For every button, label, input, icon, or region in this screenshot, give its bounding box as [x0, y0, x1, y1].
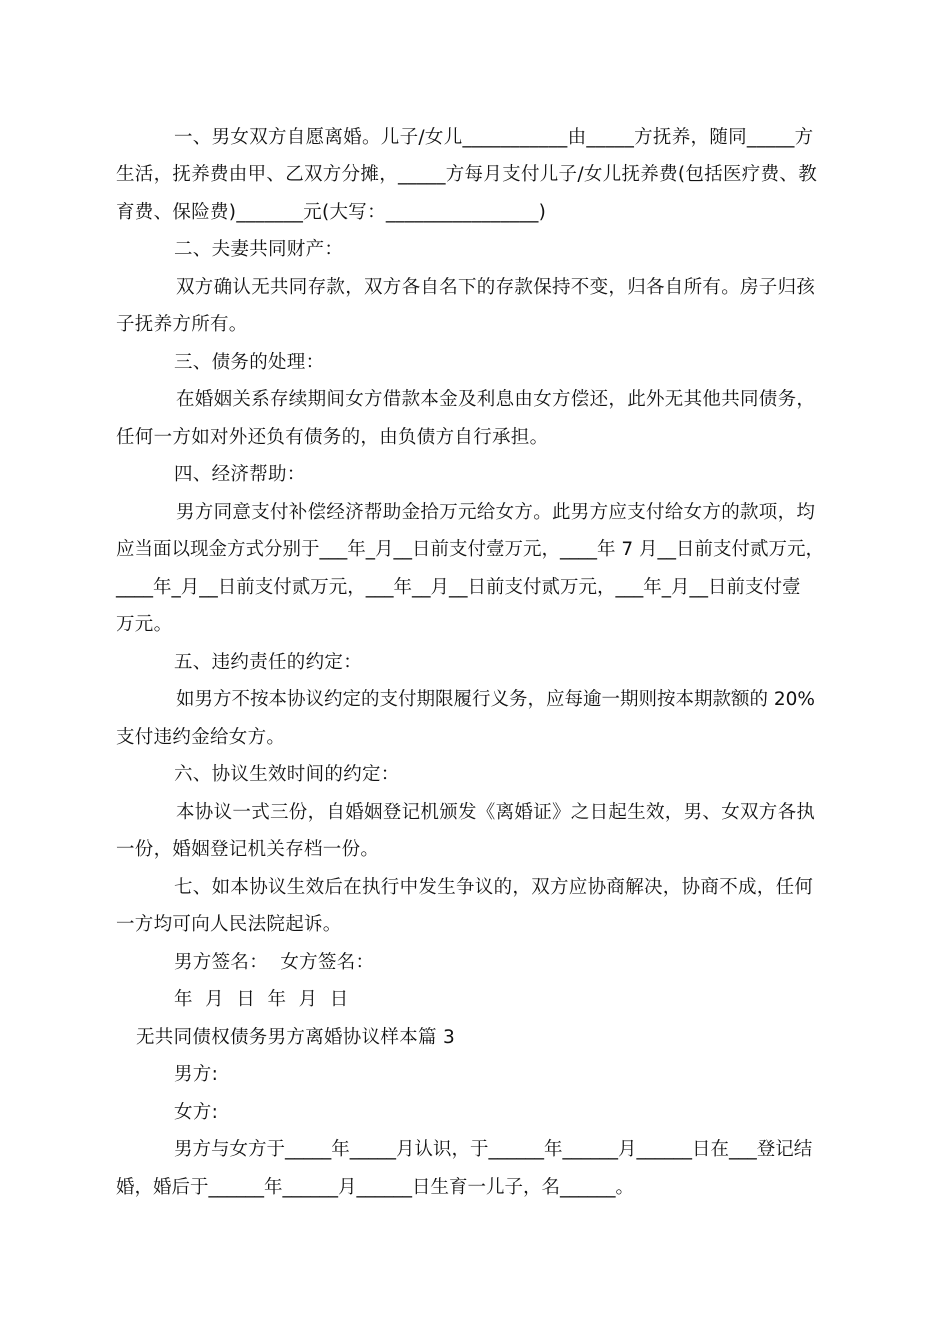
text-line: 双方确认无共同存款，双方各自名下的存款保持不变，归各自所有。房子归孩 [176, 277, 816, 298]
party-label: 男方: [174, 1064, 219, 1085]
section-heading: 二、夫妻共同财产： [174, 239, 344, 260]
text-line: 男方与女方于_____年_____月认识，于______年______月______日在___登记结 [174, 1139, 813, 1160]
text-line: 本协议一式三份，自婚姻登记机颁发《离婚证》之日起生效，男、女双方各执 [176, 802, 816, 823]
text-line: ____年_月__日前支付贰万元，___年__月__日前支付贰万元，___年_月__日前支付壹 [116, 577, 801, 598]
text-line: 在婚姻关系存续期间女方借款本金及利息由女方偿还，此外无其他共同债务， [176, 389, 816, 410]
section-heading: 五、违约责任的约定： [174, 652, 363, 673]
text-line: 育费、保险费)_______元(大写：________________) [116, 202, 547, 223]
text-line: 万元。 [116, 614, 173, 635]
signature-line: 男方签名： 女方签名： [174, 952, 375, 973]
section-heading: 六、协议生效时间的约定： [174, 764, 400, 785]
text-line: 子抚养方所有。 [116, 314, 248, 335]
text-line: 应当面以现金方式分别于___年_月__日前支付壹万元，____年 7 月__日前支付贰万元， [116, 539, 825, 560]
text-line: 生活，抚养费由甲、乙双方分摊，_____方每月支付儿子/女儿抚养费(包括医疗费、教 [116, 164, 818, 185]
text-line: 七、如本协议生效后在执行中发生争议的，双方应协商解决，协商不成，任何 [174, 877, 814, 898]
article-title: 无共同债权债务男方离婚协议样本篇 3 [136, 1027, 456, 1048]
text-line: 如男方不按本协议约定的支付期限履行义务，应每逾一期则按本期款额的 20% [176, 689, 816, 710]
text-line: 一份，婚姻登记机关存档一份。 [116, 839, 380, 860]
text-line: 婚，婚后于______年______月______日生育一儿子，名______。 [116, 1177, 635, 1198]
text-line: 一方均可向人民法院起诉。 [116, 914, 342, 935]
text-line: 任何一方如对外还负有债务的，由负债方自行承担。 [116, 427, 549, 448]
party-label: 女方: [174, 1102, 219, 1123]
date-line: 年 月 日 年 月 日 [174, 989, 349, 1010]
text-line: 支付违约金给女方。 [116, 727, 286, 748]
section-heading: 四、经济帮助： [174, 464, 306, 485]
text-line: 男方同意支付补偿经济帮助金拾万元给女方。此男方应支付给女方的款项，均 [176, 502, 816, 523]
text-line: 一、男女双方自愿离婚。儿子/女儿___________由_____方抚养，随同_____方 [174, 127, 814, 148]
section-heading: 三、债务的处理： [174, 352, 325, 373]
